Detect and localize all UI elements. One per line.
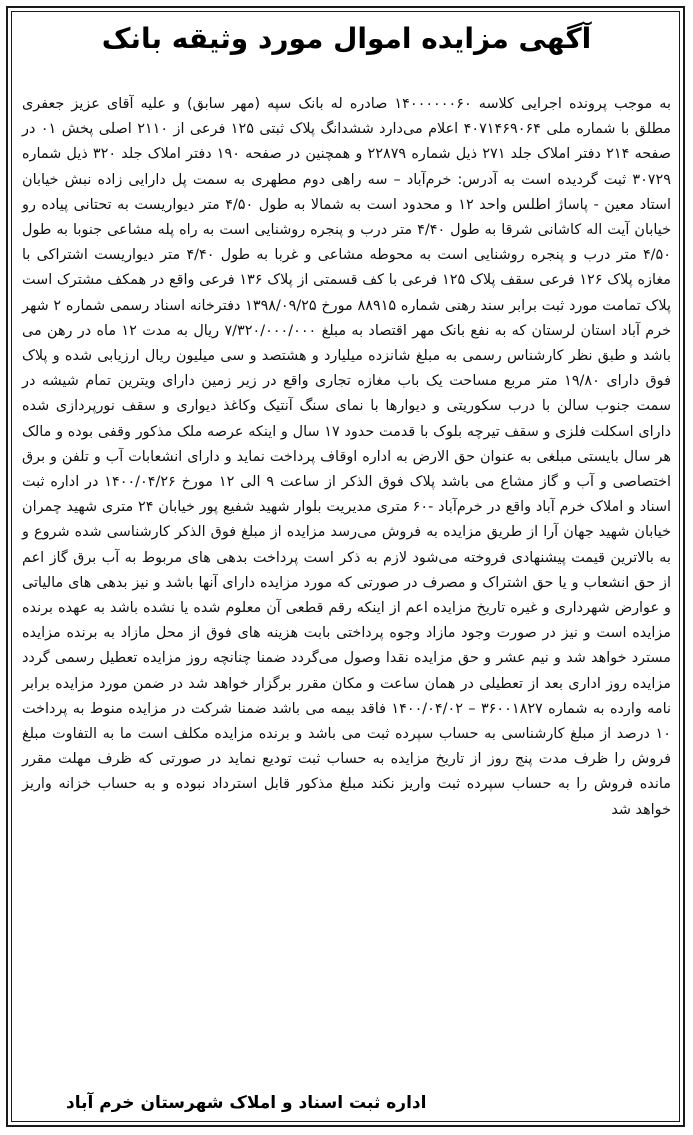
notice-title: آگهی مزایده اموال مورد وثیقه بانک	[101, 22, 592, 55]
notice-footer: اداره ثبت اسناد و املاک شهرستان خرم آباد	[66, 1093, 427, 1113]
notice-body: به موجب پرونده اجرایی کلاسه ۱۴۰۰۰۰۰۰۶۰ صادره له بانک سپه (مهر سابق) و علیه آقای عزیز جعفری مطلق با شماره ملی ۴۰۷۱۴۶۹۰۶۴ اعلام می‌دارد ششدانگ پلاک ثبتی ۱۲۵ فرعی از ۲۱۱۰ اصلی پخش ۰۱ در صفحه ۲۱۴ دفتر املاک جلد ۲۷۱ ذیل شماره ۲۲۸۷۹ و همچنین در صفحه ۱۹۰ دفتر املاک جلد ۳۲۰ ذیل شماره ۳۰۷۲۹ ثبت گردیده است به آدرس: خرم‌آباد – سه راهی دوم مطهری به سمت پل دارایی زاده نبش خیابان استاد معین - پاساژ اطلس واحد ۱۲ و محدود است به شمالا به طول ۴/۵۰ متر دیواریست به تحتانی پیاده رو خیابان آیت اله کاشانی شرقا به طول ۴/۴۰ متر درب و پنجره روشنایی است به راه پله مشاعی جنوبا به طول ۴/۵۰ متر درب و پنجره روشنایی است به محوطه مشاعی و غربا به طول ۴/۴۰ متر دیواریست اشتراکی با مغازه پلاک ۱۲۶ فرعی سقف پلاک ۱۲۵ فرعی با کف قسمتی از پلاک ۱۳۶ فرعی واقع در همکف مشترک است پلاک تمامت مورد ثبت برابر سند رهنی شماره ۸۸۹۱۵ مورخ ۱۳۹۸/۰۹/۲۵ دفترخانه اسناد رسمی شماره ۲ شهر خرم آباد استان لرستان که به نفع بانک مهر اقتصاد به مبلغ ۷/۳۲۰/۰۰۰/۰۰۰ ریال به مدت ۱۲ ماه در رهن می باشد و طبق نظر کارشناس رسمی به مبلغ شانزده میلیارد و هشتصد و سی میلیون ریال ارزیابی شده و پلاک فوق دارای ۱۹/۸۰ متر مربع مساحت یک باب مغازه تجاری واقع در زیر زمین دارای ویترین تمام شیشه در سمت جنوب سالن با درب سکوریتی و دیوارها با نمای سنگ آنتیک وکاغذ دیواری و سقف نورپردازی شده دارای اسکلت فلزی و سقف تیرچه بلوک با قدمت حدود ۱۷ سال و اینکه عرصه ملک مذکور وقفی بوده و مالک هر سال بایستی مبلغی به عنوان حق الارض به اداره اوقاف پرداخت نماید و دارای انشعابات آب و تلفن و برق اختصاصی و آب و گاز مشاع می باشد پلاک فوق الذکر از ساعت ۹ الی ۱۲ مورخ ۱۴۰۰/۰۴/۲۶ در اداره ثبت اسناد و املاک خرم آباد واقع در خرم‌آباد -۶۰ متری مدیریت بلوار شهید شفیع پور خیابان ۲۴ متری شهید چمران خیابان شهید جهان آرا از طریق مزایده به فروش می‌رسد مزایده از مبلغ فوق الذکر کارشناسی شده شروع و به بالاترین قیمت پیشنهادی فروخته می‌شود لازم به ذکر است پرداخت بدهی های مربوط به آب برق گاز اعم از حق انشعاب و یا حق اشتراک و مصرف در صورتی که مورد مزایده دارای آنها باشد و نیز بدهی های مالیاتی و عوارض شهرداری و غیره تاریخ مزایده اعم از اینکه رقم قطعی آن معلوم شده یا نشده باشد به عهده برنده مزایده است و نیز در صورت وجود مازاد وجوه پرداختی بابت هزینه های فوق از محل مازاد به برنده مزایده مسترد خواهد شد و نیم عشر و حق مزایده نقدا وصول می‌گردد ضمنا چنانچه روز مزایده تعطیل رسمی گردد مزایده روز اداری بعد از تعطیلی در همان ساعت و مکان مقرر برگزار خواهد شد در ضمن مورد مزایده برابر نامه وارده به شماره ۳۶۰۰۱۸۲۷ – ۱۴۰۰/۰۴/۰۲ فاقد بیمه می باشد ضمنا شرکت در مزایده منوط به پرداخت ۱۰ درصد از مبلغ کارشناسی به حساب سپرده ثبت می باشد و برنده مزایده مکلف است ما به التفاوت مبلغ فروش را ظرف مدت پنج روز از تاریخ مزایده به حساب ثبت تودیع نماید در صورتی که ظرف مهلت مقرر مانده فروش را به حساب سپرده ثبت واریز نکند مبلغ مذکور قابل استرداد نبوده و به حساب خزانه واریز خواهد شد	[22, 96, 672, 818]
